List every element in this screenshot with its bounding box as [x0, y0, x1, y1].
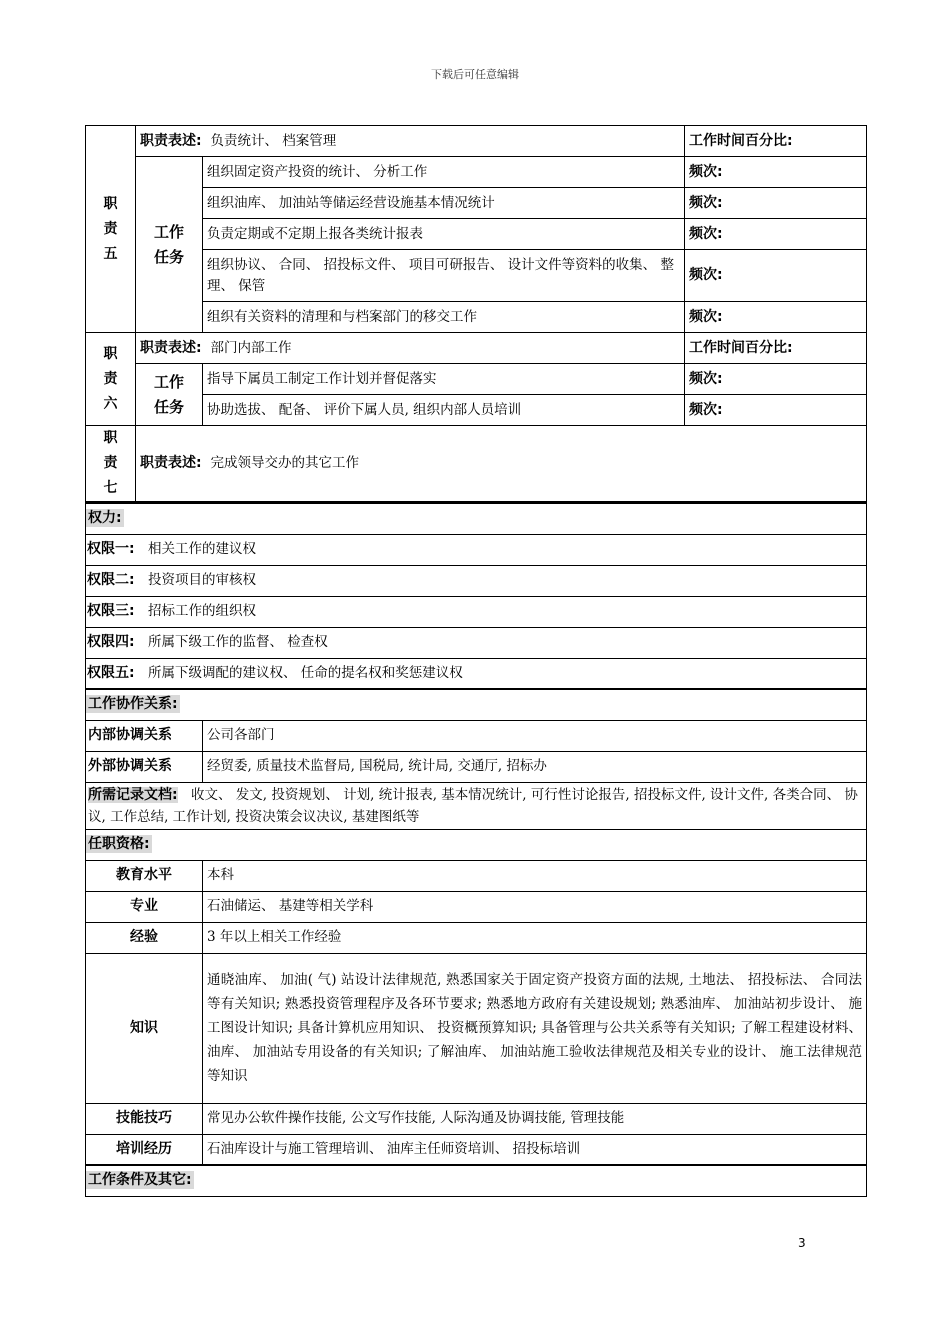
duty6-desc: 部门内部工作 — [210, 339, 292, 356]
external-label: 外部协调关系 — [86, 751, 203, 782]
power-text-4: 所属下级工作的监督、 检查权 — [147, 634, 328, 650]
duty5-task-3: 负责定期或不定期上报各类统计报表 — [203, 219, 685, 250]
power-title: 权力: — [88, 510, 122, 527]
qual-text-knowledge: 通晓油库、 加油( 气) 站设计法律规范, 熟悉国家关于固定资产投资方面的法规, 土地法、 招投标法、 合同法等有关知识; 熟悉投资管理程序及各环节要求; 熟悉地方政府有关建设规划; 熟悉油库、 加油站初步设计、 施工图设计知识; 具备计算机应用知识、 投资概预算知识; 具备管理与公共关系等有关知识; 了解工程建设材料、 油库、 加油站专用设备的有关知识; 了解油库、 加油站施工验收法律规范及相关专业的设计、 施工法律规范等知识 — [203, 953, 867, 1103]
qual-text-skills: 常见办公软件操作技能, 公文写作技能, 人际沟通及协调技能, 管理技能 — [203, 1103, 867, 1134]
internal-label: 内部协调关系 — [86, 720, 203, 751]
records-cell — [86, 782, 867, 829]
qualification-title: 任职资格: — [88, 836, 150, 852]
duty7-desc: 完成领导交办的其它工作 — [210, 455, 360, 471]
duty6-task-1: 指导下属员工制定工作计划并督促落实 — [203, 364, 685, 395]
qual-label-training: 培训经历 — [86, 1134, 203, 1165]
qual-text-experience: 3 年以上相关工作经验 — [203, 922, 867, 953]
records-text: 收文、 发文, 投资规划、 计划, 统计报表, 基本情况统计, 可行性讨论报告, 招投标文件, 设计文件, 各类合同、 协议, 工作总结, 工作计划, 投资决策会议决议, 基建图纸等 — [88, 786, 858, 825]
duty6-desc-label: 职责表述: — [140, 339, 202, 356]
power-label-1: 权限一: — [87, 541, 135, 557]
duty5-task-2: 组织油库、 加油站等储运经营设施基本情况统计 — [203, 188, 685, 219]
duty7-label: 职 责 七 — [86, 426, 136, 502]
qual-text-education: 本科 — [203, 860, 867, 891]
external-text: 经贸委, 质量技术监督局, 国税局, 统计局, 交通厅, 招标办 — [203, 751, 867, 782]
duty5-task-1: 组织固定资产投资的统计、 分析工作 — [203, 157, 685, 188]
power-text-5: 所属下级调配的建议权、 任命的提名权和奖惩建议权 — [147, 664, 463, 681]
duty5-task-label: 工作 任务 — [136, 157, 203, 333]
duty5-pct-label: 工作时间百分比: — [685, 126, 867, 157]
duty6-freq-1: 频次: — [685, 364, 867, 395]
job-description-table — [85, 125, 866, 1197]
power-label-5: 权限五: — [87, 664, 135, 681]
power-label-4: 权限四: — [87, 634, 135, 650]
duty6-freq-2: 频次: — [685, 395, 867, 426]
conditions-title: 工作条件及其它: — [88, 1172, 192, 1189]
qual-label-skills: 技能技巧 — [86, 1103, 203, 1134]
duty5-freq-4: 频次: — [685, 250, 867, 302]
power-text-1: 相关工作的建议权 — [147, 541, 256, 557]
relations-title: 工作协作关系: — [88, 696, 178, 713]
qual-label-major: 专业 — [86, 891, 203, 922]
power-label-3: 权限三: — [87, 603, 135, 619]
duty6-task-label: 工作 任务 — [136, 364, 203, 426]
page-header: 下载后可任意编辑 — [431, 68, 519, 81]
qual-label-knowledge: 知识 — [86, 953, 203, 1103]
duty5-freq-3: 频次: — [685, 219, 867, 250]
qual-text-training: 石油库设计与施工管理培训、 油库主任师资培训、 招投标培训 — [203, 1134, 867, 1165]
duty6-label: 职 责 六 — [86, 333, 136, 426]
duty7-desc-label: 职责表述: — [140, 455, 202, 471]
duty6-task-2: 协助选拔、 配备、 评价下属人员, 组织内部人员培训 — [203, 395, 685, 426]
page-number: 3 — [798, 1236, 806, 1250]
duty5-freq-5: 频次: — [685, 302, 867, 333]
duty5-label: 职 责 五 — [86, 126, 136, 333]
duty5-task-4: 组织协议、 合同、 招投标文件、 项目可研报告、 设计文件等资料的收集、 整理、 保管 — [203, 250, 685, 302]
records-label: 所需记录文档: — [88, 786, 178, 803]
qual-text-major: 石油储运、 基建等相关学科 — [203, 891, 867, 922]
internal-text: 公司各部门 — [203, 720, 867, 751]
duty6-pct-label: 工作时间百分比: — [685, 333, 867, 364]
duty5-desc-label: 职责表述: — [140, 132, 202, 149]
power-text-2: 投资项目的审核权 — [147, 572, 256, 588]
power-label-2: 权限二: — [87, 572, 135, 588]
duty5-desc-row — [86, 126, 867, 157]
qual-label-education: 教育水平 — [86, 860, 203, 891]
duty5-task-5: 组织有关资料的清理和与档案部门的移交工作 — [203, 302, 685, 333]
qual-label-experience: 经验 — [86, 922, 203, 953]
duty5-freq-2: 频次: — [685, 188, 867, 219]
power-text-3: 招标工作的组织权 — [147, 603, 256, 619]
duty5-desc: 负责统计、 档案管理 — [210, 132, 337, 149]
duty5-freq-1: 频次: — [685, 157, 867, 188]
